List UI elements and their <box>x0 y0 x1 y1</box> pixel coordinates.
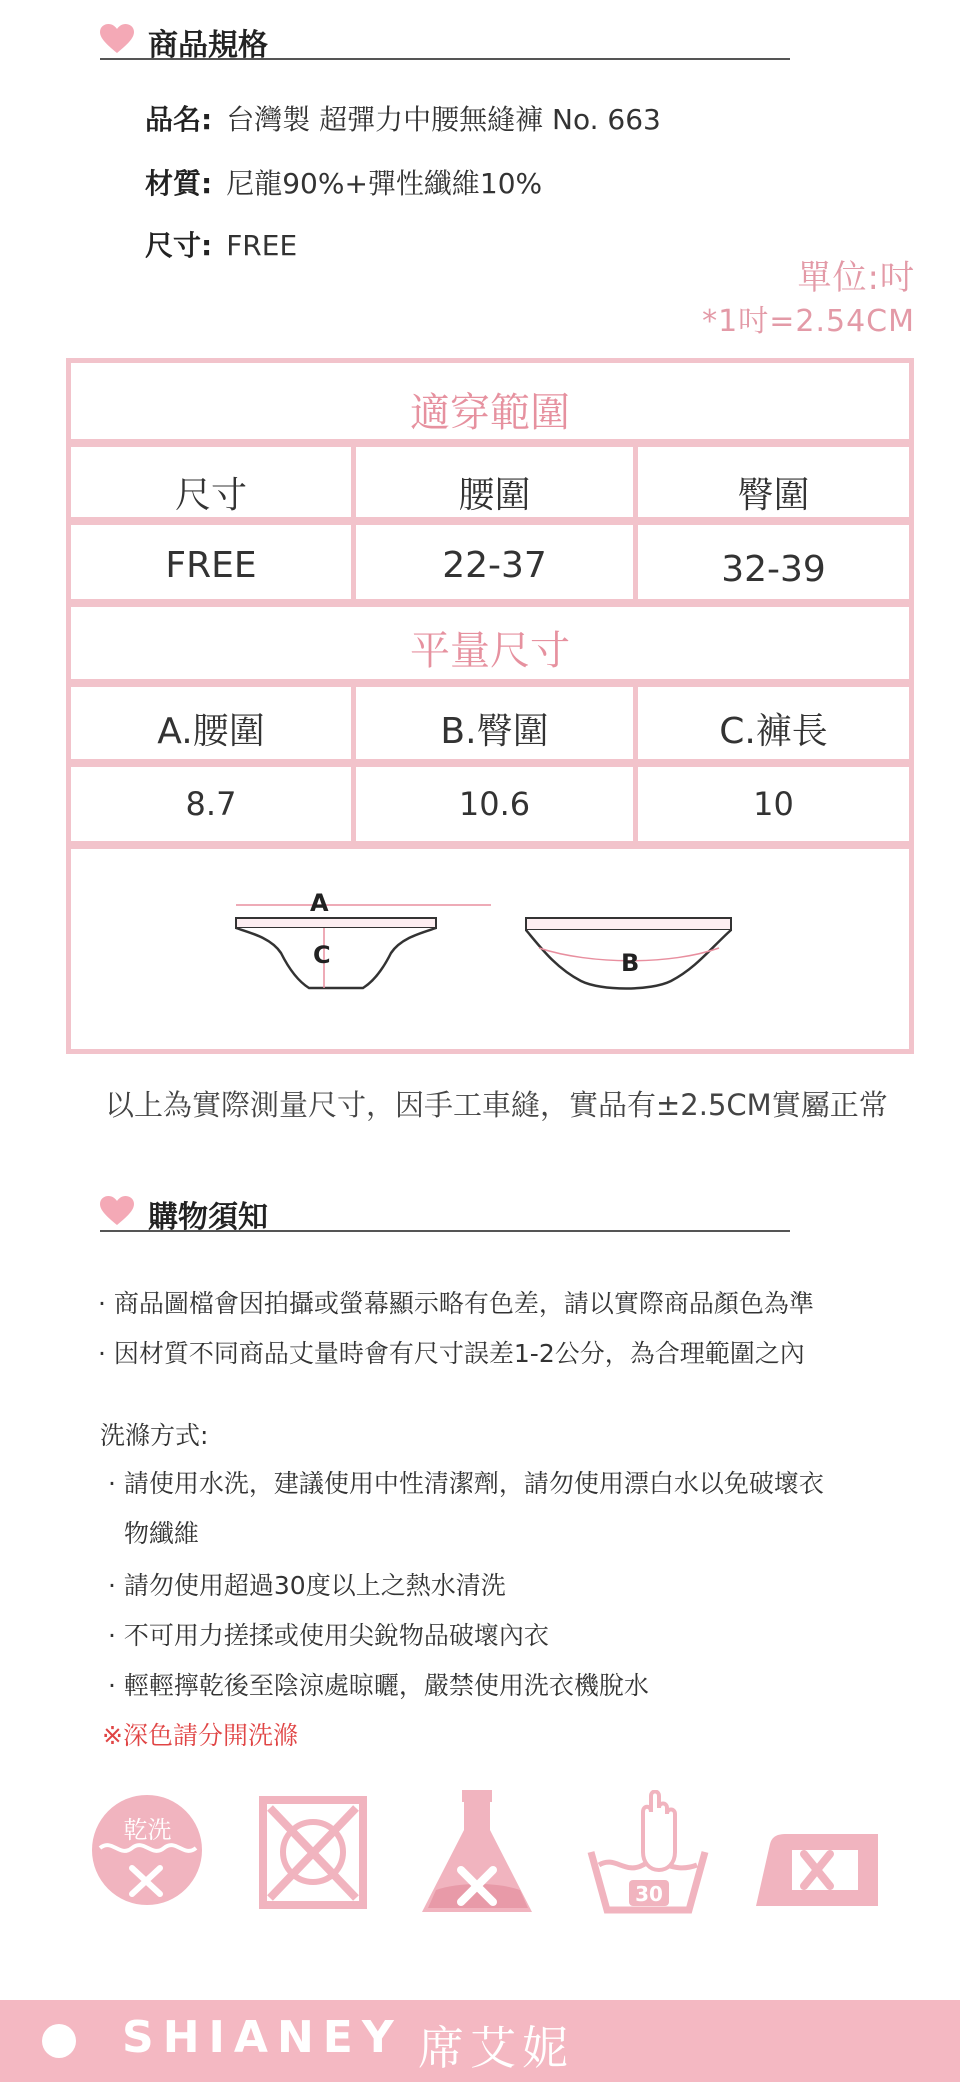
flat-header-hip: B.臀圍 <box>440 711 549 752</box>
hand-wash-30-icon <box>585 1790 710 1920</box>
wash-item: · 不可用力搓揉或使用尖銳物品破壞內衣 <box>108 1621 549 1650</box>
spec-name-value: 台灣製 超彈力中腰無縫褲 No. 663 <box>226 103 661 136</box>
wash-temperature: 30 <box>635 1882 663 1906</box>
fit-table-title: 適穿範圍 <box>410 390 570 436</box>
fit-header-hip: 臀圍 <box>737 475 810 516</box>
brand-footer <box>0 2000 960 2082</box>
fit-header-size: 尺寸 <box>174 475 247 516</box>
brand-dot-icon <box>42 2024 76 2058</box>
notice-section-title: 購物須知 <box>148 1200 268 1235</box>
brand-name-cn: 席艾妮 <box>418 2021 574 2075</box>
diagram-label-a: A <box>310 889 329 917</box>
spec-material-value: 尼龍90%+彈性纖維10% <box>226 167 543 200</box>
table-divider <box>71 759 909 767</box>
spec-material-label: 材質: <box>145 167 213 200</box>
spec-material-row <box>145 162 542 202</box>
diagram-label-c: C <box>313 941 331 969</box>
spec-size-label: 尺寸: <box>145 229 213 262</box>
spec-size-row <box>145 224 297 264</box>
table-divider <box>71 439 909 447</box>
dark-color-warning: ※深色請分開洗滌 <box>102 1721 298 1750</box>
flat-value-hip: 10.6 <box>458 785 531 823</box>
spec-section-header <box>100 18 790 63</box>
flat-header-length: C.褲長 <box>719 711 828 752</box>
spec-name-label: 品名: <box>145 103 213 136</box>
flat-table-title: 平量尺寸 <box>410 628 570 674</box>
fit-value-hip: 32-39 <box>721 549 826 590</box>
flat-value-waist: 8.7 <box>185 785 237 823</box>
table-divider <box>71 517 909 525</box>
notice-item: · 因材質不同商品丈量時會有尺寸誤差1-2公分，為合理範圍之內 <box>98 1339 805 1368</box>
heart-icon <box>100 1196 134 1226</box>
table-divider <box>71 679 909 687</box>
brand-name-en: SHIANEY <box>122 2012 403 2063</box>
notice-section-header <box>100 1190 790 1235</box>
wash-title: 洗滌方式: <box>100 1421 209 1450</box>
brief-front-drawing <box>236 905 491 988</box>
spec-section-title: 商品規格 <box>148 28 268 63</box>
size-table <box>66 358 914 1054</box>
no-dry-clean-icon <box>90 1790 205 1915</box>
spec-size-value: FREE <box>226 229 298 262</box>
notice-item: · 商品圖檔會因拍攝或螢幕顯示略有色差，請以實際商品顏色為準 <box>98 1289 814 1318</box>
unit-conversion: *1吋=2.54CM <box>702 304 915 339</box>
fit-value-waist: 22-37 <box>442 545 547 586</box>
measurement-diagram <box>221 873 821 1023</box>
wash-item-continued: 物纖維 <box>124 1519 200 1548</box>
dry-clean-text: 乾洗 <box>123 1816 172 1844</box>
heart-icon <box>100 24 134 54</box>
table-divider <box>71 841 909 849</box>
unit-label: 單位:吋 <box>797 258 915 298</box>
flat-value-length: 10 <box>753 785 794 823</box>
flat-header-waist: A.腰圍 <box>157 711 265 752</box>
no-iron-icon <box>752 1830 882 1910</box>
wash-item: · 輕輕擰乾後至陰涼處晾曬，嚴禁使用洗衣機脫水 <box>108 1671 649 1700</box>
wash-item: · 請使用水洗，建議使用中性清潔劑，請勿使用漂白水以免破壞衣 <box>108 1469 824 1498</box>
fit-header-waist: 腰圍 <box>458 475 531 516</box>
wash-item: · 請勿使用超過30度以上之熱水清洗 <box>108 1571 506 1600</box>
measurement-note: 以上為實際測量尺寸，因手工車縫，實品有±2.5CM實屬正常 <box>105 1088 888 1122</box>
diagram-label-b: B <box>621 949 640 977</box>
no-tumble-dry-icon <box>258 1790 368 1915</box>
fit-value-size: FREE <box>165 545 257 586</box>
spec-name-row <box>145 98 661 138</box>
no-bleach-icon <box>418 1790 538 1920</box>
table-divider <box>71 599 909 607</box>
